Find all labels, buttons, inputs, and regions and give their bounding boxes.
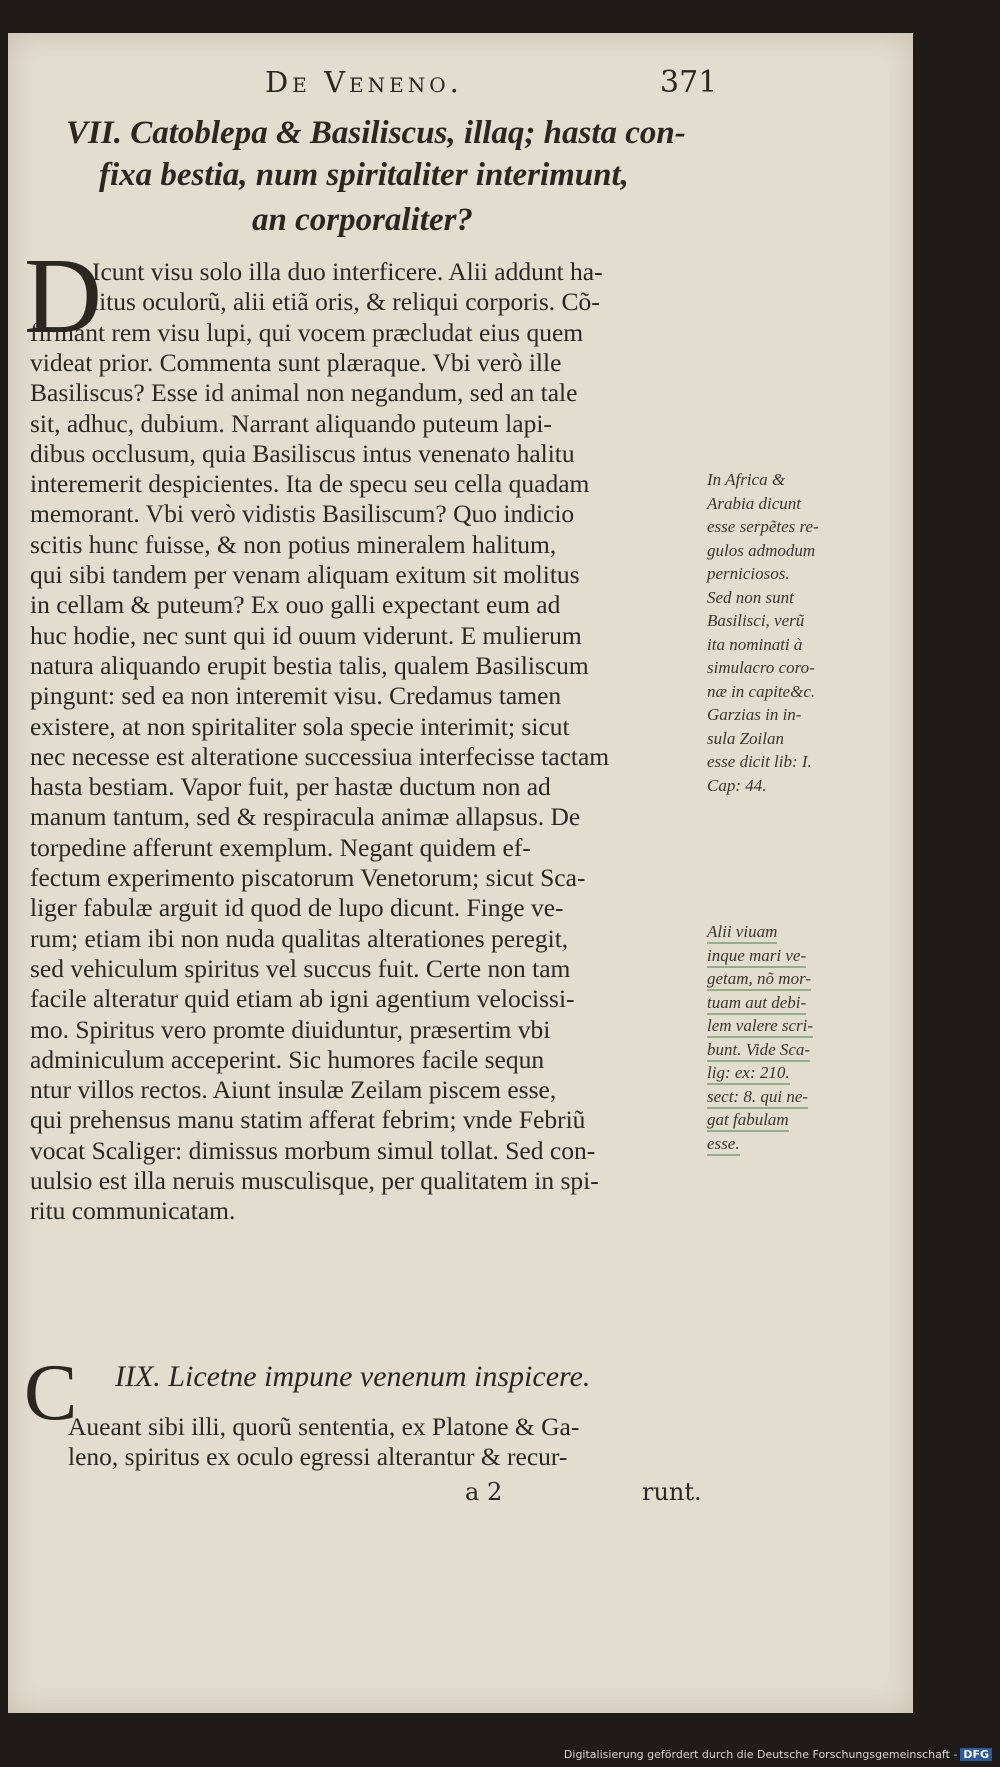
body-line: rum; etiam ibi non nuda qualitas alterationes peregit, [30, 923, 569, 953]
credit-text: Digitalisierung gefördert durch die Deutsche Forschungsgemeinschaft - [563, 1748, 958, 1761]
body-line: qui prehensus manu statim afferat febrim; vnde Febriũ [30, 1105, 586, 1135]
margin-line: Alii viuam [707, 922, 777, 944]
body-line: adminiculum acceperint. Sic humores facile sequn [30, 1044, 545, 1074]
section-heading-iix: IIX. Licetne impune venenum inspicere. [115, 1360, 591, 1393]
margin-line: esse. [707, 1134, 740, 1156]
body-line: Aueant sibi illi, quorũ sententia, ex Platone & Ga- [68, 1412, 580, 1441]
body-line: hasta bestiam. Vapor fuit, per hastæ ductum non ad [30, 772, 551, 802]
margin-line: sect: 8. qui ne- [707, 1087, 808, 1109]
margin-line: sula Zoilan [707, 728, 784, 748]
running-head: De Veneno. [265, 65, 463, 99]
margin-line: lem valere scri- [707, 1016, 813, 1038]
body-line: nec necesse est alteratione successiua interfecisse tactam [30, 741, 610, 771]
body-line: vocat Scaliger: dimissus morbum simul tollat. Sed con- [30, 1135, 596, 1165]
body-line: uulsio est illa neruis musculisque, per qualitatem in spi- [30, 1166, 599, 1195]
body-line: facile alteratur quid etiam ab igni agentium velocissi- [30, 984, 575, 1014]
catchword: runt. [642, 1478, 702, 1506]
margin-line: Sed non sunt [707, 587, 794, 607]
signature-mark: a 2 [465, 1478, 503, 1506]
margin-line: tuam aut debi- [707, 993, 806, 1015]
body-line: mo. Spiritus vero promte diuiduntur, præsertim vbi [30, 1014, 551, 1044]
digitization-credit [564, 1748, 992, 1761]
margin-line: simulacro coro- [707, 658, 815, 677]
body-line: sit, adhuc, dubium. Narrant aliquando puteum lapi- [30, 408, 552, 438]
margin-line: Arabia dicunt [707, 493, 801, 513]
margin-line: Cap: 44. [707, 775, 767, 795]
margin-line: getam, nõ mor- [707, 969, 811, 991]
body-line: huc hodie, nec sunt qui id ouum viderunt. E mulierum [30, 620, 582, 650]
body-line: litus oculorũ, alii etiã oris, & reliqui corporis. Cõ- [92, 287, 600, 317]
body-line: ntur villos rectos. Aiunt insulæ Zeilam piscem esse, [30, 1075, 557, 1105]
margin-line: gat fabulam [707, 1110, 789, 1132]
chapter-heading-line-1: VII. Catoblepa & Basiliscus, illaq; hasta con- [66, 115, 686, 151]
margin-line: In Africa & [707, 470, 786, 489]
margin-line: næ in capite&c. [707, 681, 816, 701]
chapter-heading-line-3: an corporaliter? [252, 202, 473, 238]
page-number: 371 [660, 65, 718, 100]
drop-capital-c: C [24, 1349, 78, 1437]
margin-line: inque mari ve- [707, 946, 806, 968]
body-line: in cellam & puteum? Ex ouo galli expectant eum ad [30, 590, 561, 620]
body-line: Basiliscus? Esse id animal non negandum, sed an tale [30, 378, 578, 408]
body-line: liger fabulæ arguit id quod de lupo dicunt. Finge ve- [30, 893, 564, 923]
body-line: manum tantum, sed & respiracula animæ allapsus. De [30, 802, 581, 832]
body-line: memorant. Vbi verò vidistis Basiliscum? Quo indicio [30, 499, 575, 529]
body-line: pingunt: sed ea non interemit visu. Credamus tamen [30, 681, 562, 711]
margin-line: ita nominati à [707, 634, 803, 654]
body-line: interemerit despicientes. Ita de specu seu cella quadam [30, 469, 590, 499]
body-line: torpedine afferunt exemplum. Negant quidem ef- [30, 832, 531, 862]
body-line: fectum experimento piscatorum Venetorum; sicut Sca- [30, 863, 586, 892]
margin-line: Garzias in in- [707, 705, 802, 724]
body-line: scitis hunc fuisse, & non potius mineralem halitum, [30, 529, 557, 559]
body-line: ritu communicatam. [30, 1196, 236, 1226]
body-line: dibus occlusum, quia Basiliscus intus venenato halitu [30, 438, 575, 468]
margin-line: lig: ex: 210. [707, 1063, 790, 1085]
margin-line: bunt. Vide Sca- [707, 1040, 810, 1062]
margin-line: esse dicit lib: I. [707, 752, 812, 771]
body-line: firmant rem visu lupi, qui vocem præcludat eius quem [30, 317, 584, 347]
drop-capital-d: D [24, 237, 102, 356]
chapter-heading-line-2: fixa bestia, num spiritaliter interimunt, [99, 157, 629, 193]
margin-line: esse serpẽtes re- [707, 517, 819, 536]
body-line: Icunt visu solo illa duo interficere. Alii addunt ha- [92, 257, 603, 286]
body-line: videat prior. Commenta sunt plæraque. Vbi verò ille [30, 347, 562, 377]
body-line: leno, spiritus ex oculo egressi alterantur & recur- [68, 1442, 568, 1471]
margin-line: perniciosos. [707, 564, 790, 583]
body-line: sed vehiculum spiritus vel succus fuit. Certe non tam [30, 953, 571, 983]
body-line: natura aliquando erupit bestia talis, qualem Basiliscum [30, 650, 589, 680]
dfg-logo: DFG [960, 1748, 992, 1761]
margin-line: Basilisci, verũ [707, 611, 805, 630]
body-line: qui sibi tandem per venam aliquam exitum sit molitus [30, 560, 580, 589]
margin-line: gulos admodum [707, 540, 816, 560]
body-line: existere, at non spiritaliter sola specie interimit; sicut [30, 711, 570, 741]
